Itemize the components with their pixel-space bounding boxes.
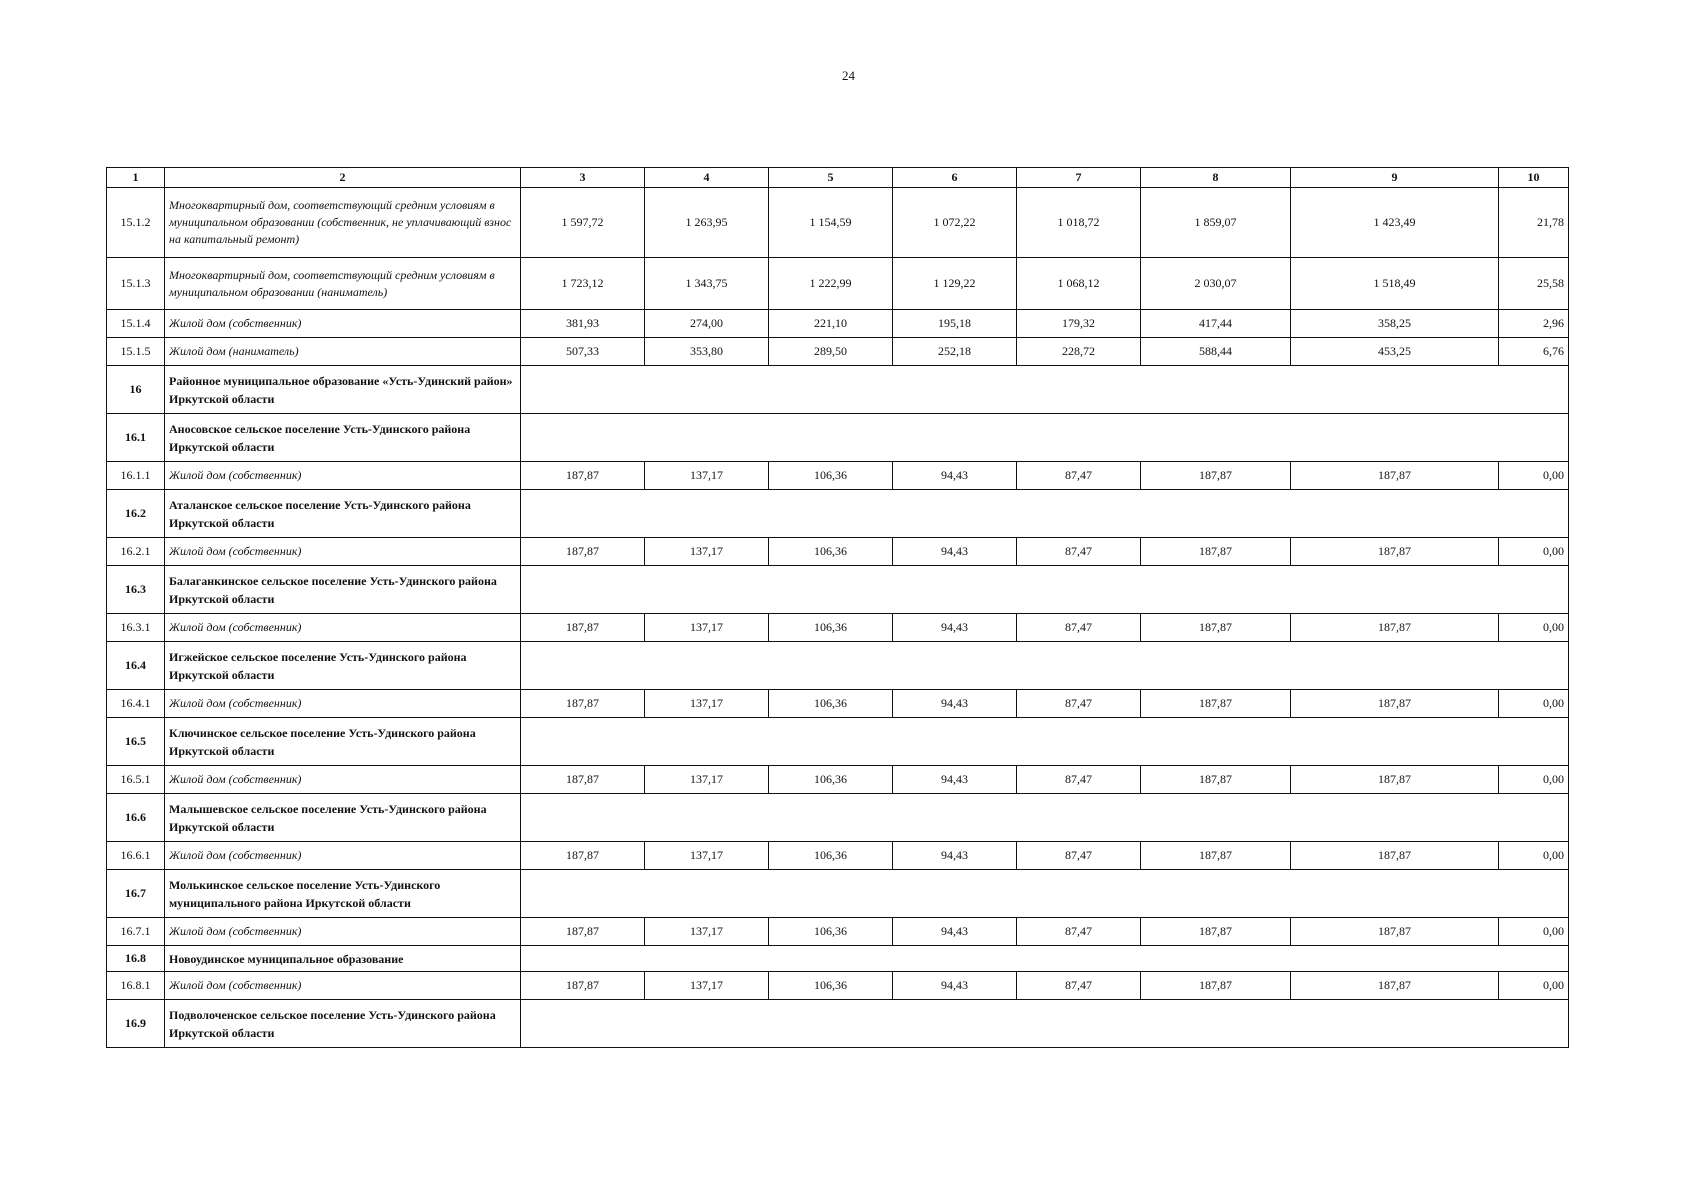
value-cell: 94,43 bbox=[893, 462, 1017, 490]
value-cell: 187,87 bbox=[1291, 972, 1499, 1000]
value-cell: 187,87 bbox=[1141, 842, 1291, 870]
group-empty-cell bbox=[521, 566, 1569, 614]
value-cell: 94,43 bbox=[893, 972, 1017, 1000]
header-row bbox=[107, 168, 1569, 188]
group-row bbox=[107, 642, 1569, 690]
row-code: 16.6.1 bbox=[107, 842, 165, 870]
table-row bbox=[107, 338, 1569, 366]
group-empty-cell bbox=[521, 642, 1569, 690]
row-description: Жилой дом (наниматель) bbox=[165, 338, 521, 366]
value-cell: 1 343,75 bbox=[645, 258, 769, 310]
value-cell: 137,17 bbox=[645, 766, 769, 794]
group-code: 16.3 bbox=[107, 566, 165, 614]
row-description: Жилой дом (собственник) bbox=[165, 842, 521, 870]
value-cell: 94,43 bbox=[893, 538, 1017, 566]
value-cell: 1 068,12 bbox=[1017, 258, 1141, 310]
table-row bbox=[107, 842, 1569, 870]
row-description: Жилой дом (собственник) bbox=[165, 310, 521, 338]
row-code: 16.5.1 bbox=[107, 766, 165, 794]
value-cell: 1 129,22 bbox=[893, 258, 1017, 310]
group-title: Балаганкинское сельское поселение Усть-Удинского района Иркутской области bbox=[165, 566, 521, 614]
table-row bbox=[107, 538, 1569, 566]
value-cell: 106,36 bbox=[769, 766, 893, 794]
group-title: Новоудинское муниципальное образование bbox=[165, 946, 521, 972]
value-cell: 25,58 bbox=[1499, 258, 1569, 310]
tariff-table bbox=[106, 167, 1569, 1048]
row-code: 16.8.1 bbox=[107, 972, 165, 1000]
row-code: 16.4.1 bbox=[107, 690, 165, 718]
value-cell: 87,47 bbox=[1017, 462, 1141, 490]
group-code: 16 bbox=[107, 366, 165, 414]
header-cell: 4 bbox=[645, 168, 769, 188]
value-cell: 187,87 bbox=[1141, 462, 1291, 490]
group-code: 16.1 bbox=[107, 414, 165, 462]
row-code: 16.7.1 bbox=[107, 918, 165, 946]
value-cell: 187,87 bbox=[521, 766, 645, 794]
value-cell: 1 423,49 bbox=[1291, 188, 1499, 258]
value-cell: 453,25 bbox=[1291, 338, 1499, 366]
value-cell: 0,00 bbox=[1499, 972, 1569, 1000]
value-cell: 187,87 bbox=[521, 614, 645, 642]
value-cell: 1 518,49 bbox=[1291, 258, 1499, 310]
group-code: 16.8 bbox=[107, 946, 165, 972]
value-cell: 381,93 bbox=[521, 310, 645, 338]
value-cell: 187,87 bbox=[521, 918, 645, 946]
value-cell: 187,87 bbox=[1291, 842, 1499, 870]
value-cell: 274,00 bbox=[645, 310, 769, 338]
value-cell: 187,87 bbox=[1141, 614, 1291, 642]
value-cell: 252,18 bbox=[893, 338, 1017, 366]
group-empty-cell bbox=[521, 1000, 1569, 1048]
page-number: 24 bbox=[842, 68, 855, 83]
value-cell: 87,47 bbox=[1017, 538, 1141, 566]
value-cell: 137,17 bbox=[645, 918, 769, 946]
group-row bbox=[107, 946, 1569, 972]
table-row bbox=[107, 462, 1569, 490]
group-title: Подволоченское сельское поселение Усть-Удинского района Иркутской области bbox=[165, 1000, 521, 1048]
group-code: 16.9 bbox=[107, 1000, 165, 1048]
row-description: Жилой дом (собственник) bbox=[165, 462, 521, 490]
value-cell: 187,87 bbox=[521, 462, 645, 490]
value-cell: 187,87 bbox=[1141, 972, 1291, 1000]
row-description: Жилой дом (собственник) bbox=[165, 972, 521, 1000]
value-cell: 417,44 bbox=[1141, 310, 1291, 338]
table-row bbox=[107, 972, 1569, 1000]
value-cell: 106,36 bbox=[769, 918, 893, 946]
row-code: 16.2.1 bbox=[107, 538, 165, 566]
value-cell: 6,76 bbox=[1499, 338, 1569, 366]
row-code: 15.1.3 bbox=[107, 258, 165, 310]
value-cell: 187,87 bbox=[1291, 614, 1499, 642]
group-row bbox=[107, 1000, 1569, 1048]
row-description: Жилой дом (собственник) bbox=[165, 766, 521, 794]
value-cell: 187,87 bbox=[1291, 690, 1499, 718]
value-cell: 21,78 bbox=[1499, 188, 1569, 258]
row-description: Жилой дом (собственник) bbox=[165, 538, 521, 566]
value-cell: 187,87 bbox=[1291, 918, 1499, 946]
value-cell: 588,44 bbox=[1141, 338, 1291, 366]
value-cell: 0,00 bbox=[1499, 462, 1569, 490]
value-cell: 187,87 bbox=[1291, 766, 1499, 794]
table-row bbox=[107, 258, 1569, 310]
value-cell: 87,47 bbox=[1017, 690, 1141, 718]
value-cell: 87,47 bbox=[1017, 972, 1141, 1000]
header-cell: 5 bbox=[769, 168, 893, 188]
value-cell: 137,17 bbox=[645, 614, 769, 642]
table-row bbox=[107, 614, 1569, 642]
group-row bbox=[107, 414, 1569, 462]
row-description: Жилой дом (собственник) bbox=[165, 614, 521, 642]
group-empty-cell bbox=[521, 946, 1569, 972]
group-row bbox=[107, 794, 1569, 842]
value-cell: 187,87 bbox=[521, 972, 645, 1000]
value-cell: 87,47 bbox=[1017, 614, 1141, 642]
group-code: 16.2 bbox=[107, 490, 165, 538]
row-description: Жилой дом (собственник) bbox=[165, 690, 521, 718]
group-code: 16.6 bbox=[107, 794, 165, 842]
value-cell: 106,36 bbox=[769, 614, 893, 642]
row-code: 16.3.1 bbox=[107, 614, 165, 642]
value-cell: 0,00 bbox=[1499, 766, 1569, 794]
group-code: 16.7 bbox=[107, 870, 165, 918]
header-cell: 8 bbox=[1141, 168, 1291, 188]
table-row bbox=[107, 690, 1569, 718]
table-row bbox=[107, 766, 1569, 794]
value-cell: 94,43 bbox=[893, 614, 1017, 642]
row-code: 15.1.5 bbox=[107, 338, 165, 366]
value-cell: 1 222,99 bbox=[769, 258, 893, 310]
row-description: Жилой дом (собственник) bbox=[165, 918, 521, 946]
value-cell: 353,80 bbox=[645, 338, 769, 366]
value-cell: 187,87 bbox=[521, 842, 645, 870]
value-cell: 2,96 bbox=[1499, 310, 1569, 338]
group-code: 16.4 bbox=[107, 642, 165, 690]
group-empty-cell bbox=[521, 366, 1569, 414]
value-cell: 0,00 bbox=[1499, 842, 1569, 870]
value-cell: 87,47 bbox=[1017, 842, 1141, 870]
group-title: Малышевское сельское поселение Усть-Удинского района Иркутской области bbox=[165, 794, 521, 842]
header-cell: 7 bbox=[1017, 168, 1141, 188]
value-cell: 1 018,72 bbox=[1017, 188, 1141, 258]
group-title: Районное муниципальное образование «Усть-Удинский район» Иркутской области bbox=[165, 366, 521, 414]
value-cell: 106,36 bbox=[769, 842, 893, 870]
table-row bbox=[107, 310, 1569, 338]
value-cell: 0,00 bbox=[1499, 918, 1569, 946]
group-empty-cell bbox=[521, 870, 1569, 918]
value-cell: 94,43 bbox=[893, 690, 1017, 718]
group-row bbox=[107, 870, 1569, 918]
group-empty-cell bbox=[521, 718, 1569, 766]
header-cell: 2 bbox=[165, 168, 521, 188]
group-code: 16.5 bbox=[107, 718, 165, 766]
value-cell: 289,50 bbox=[769, 338, 893, 366]
value-cell: 2 030,07 bbox=[1141, 258, 1291, 310]
value-cell: 137,17 bbox=[645, 538, 769, 566]
row-code: 15.1.2 bbox=[107, 188, 165, 258]
group-row bbox=[107, 566, 1569, 614]
value-cell: 187,87 bbox=[1141, 538, 1291, 566]
value-cell: 137,17 bbox=[645, 842, 769, 870]
group-row bbox=[107, 718, 1569, 766]
value-cell: 94,43 bbox=[893, 918, 1017, 946]
value-cell: 137,17 bbox=[645, 972, 769, 1000]
value-cell: 106,36 bbox=[769, 538, 893, 566]
group-empty-cell bbox=[521, 414, 1569, 462]
group-row bbox=[107, 490, 1569, 538]
value-cell: 94,43 bbox=[893, 842, 1017, 870]
row-code: 15.1.4 bbox=[107, 310, 165, 338]
row-description: Многоквартирный дом, соответствующий средним условиям в муниципальном образовании (наниматель) bbox=[165, 258, 521, 310]
group-empty-cell bbox=[521, 490, 1569, 538]
value-cell: 187,87 bbox=[521, 690, 645, 718]
group-title: Ключинское сельское поселение Усть-Удинского района Иркутской области bbox=[165, 718, 521, 766]
row-code: 16.1.1 bbox=[107, 462, 165, 490]
value-cell: 137,17 bbox=[645, 462, 769, 490]
value-cell: 106,36 bbox=[769, 972, 893, 1000]
value-cell: 195,18 bbox=[893, 310, 1017, 338]
value-cell: 1 263,95 bbox=[645, 188, 769, 258]
value-cell: 0,00 bbox=[1499, 614, 1569, 642]
group-title: Аносовское сельское поселение Усть-Удинского района Иркутской области bbox=[165, 414, 521, 462]
header-cell: 3 bbox=[521, 168, 645, 188]
header-cell: 6 bbox=[893, 168, 1017, 188]
value-cell: 187,87 bbox=[1141, 690, 1291, 718]
table-row bbox=[107, 188, 1569, 258]
value-cell: 106,36 bbox=[769, 462, 893, 490]
value-cell: 106,36 bbox=[769, 690, 893, 718]
value-cell: 187,87 bbox=[1291, 538, 1499, 566]
value-cell: 0,00 bbox=[1499, 690, 1569, 718]
value-cell: 0,00 bbox=[1499, 538, 1569, 566]
value-cell: 187,87 bbox=[1291, 462, 1499, 490]
value-cell: 187,87 bbox=[1141, 766, 1291, 794]
value-cell: 187,87 bbox=[521, 538, 645, 566]
value-cell: 179,32 bbox=[1017, 310, 1141, 338]
value-cell: 1 723,12 bbox=[521, 258, 645, 310]
header-cell: 1 bbox=[107, 168, 165, 188]
value-cell: 1 154,59 bbox=[769, 188, 893, 258]
group-empty-cell bbox=[521, 794, 1569, 842]
value-cell: 358,25 bbox=[1291, 310, 1499, 338]
group-title: Молькинское сельское поселение Усть-Удинского муниципального района Иркутской области bbox=[165, 870, 521, 918]
row-description: Многоквартирный дом, соответствующий средним условиям в муниципальном образовании (собственник, не уплачивающий взнос на капитальный ремонт) bbox=[165, 188, 521, 258]
group-title: Игжейское сельское поселение Усть-Удинского района Иркутской области bbox=[165, 642, 521, 690]
table-row bbox=[107, 918, 1569, 946]
value-cell: 87,47 bbox=[1017, 766, 1141, 794]
value-cell: 94,43 bbox=[893, 766, 1017, 794]
value-cell: 1 859,07 bbox=[1141, 188, 1291, 258]
header-cell: 10 bbox=[1499, 168, 1569, 188]
group-row bbox=[107, 366, 1569, 414]
value-cell: 187,87 bbox=[1141, 918, 1291, 946]
value-cell: 221,10 bbox=[769, 310, 893, 338]
value-cell: 507,33 bbox=[521, 338, 645, 366]
header-cell: 9 bbox=[1291, 168, 1499, 188]
value-cell: 137,17 bbox=[645, 690, 769, 718]
value-cell: 228,72 bbox=[1017, 338, 1141, 366]
value-cell: 1 072,22 bbox=[893, 188, 1017, 258]
table-body bbox=[107, 168, 1569, 1048]
value-cell: 87,47 bbox=[1017, 918, 1141, 946]
value-cell: 1 597,72 bbox=[521, 188, 645, 258]
group-title: Аталанское сельское поселение Усть-Удинского района Иркутской области bbox=[165, 490, 521, 538]
